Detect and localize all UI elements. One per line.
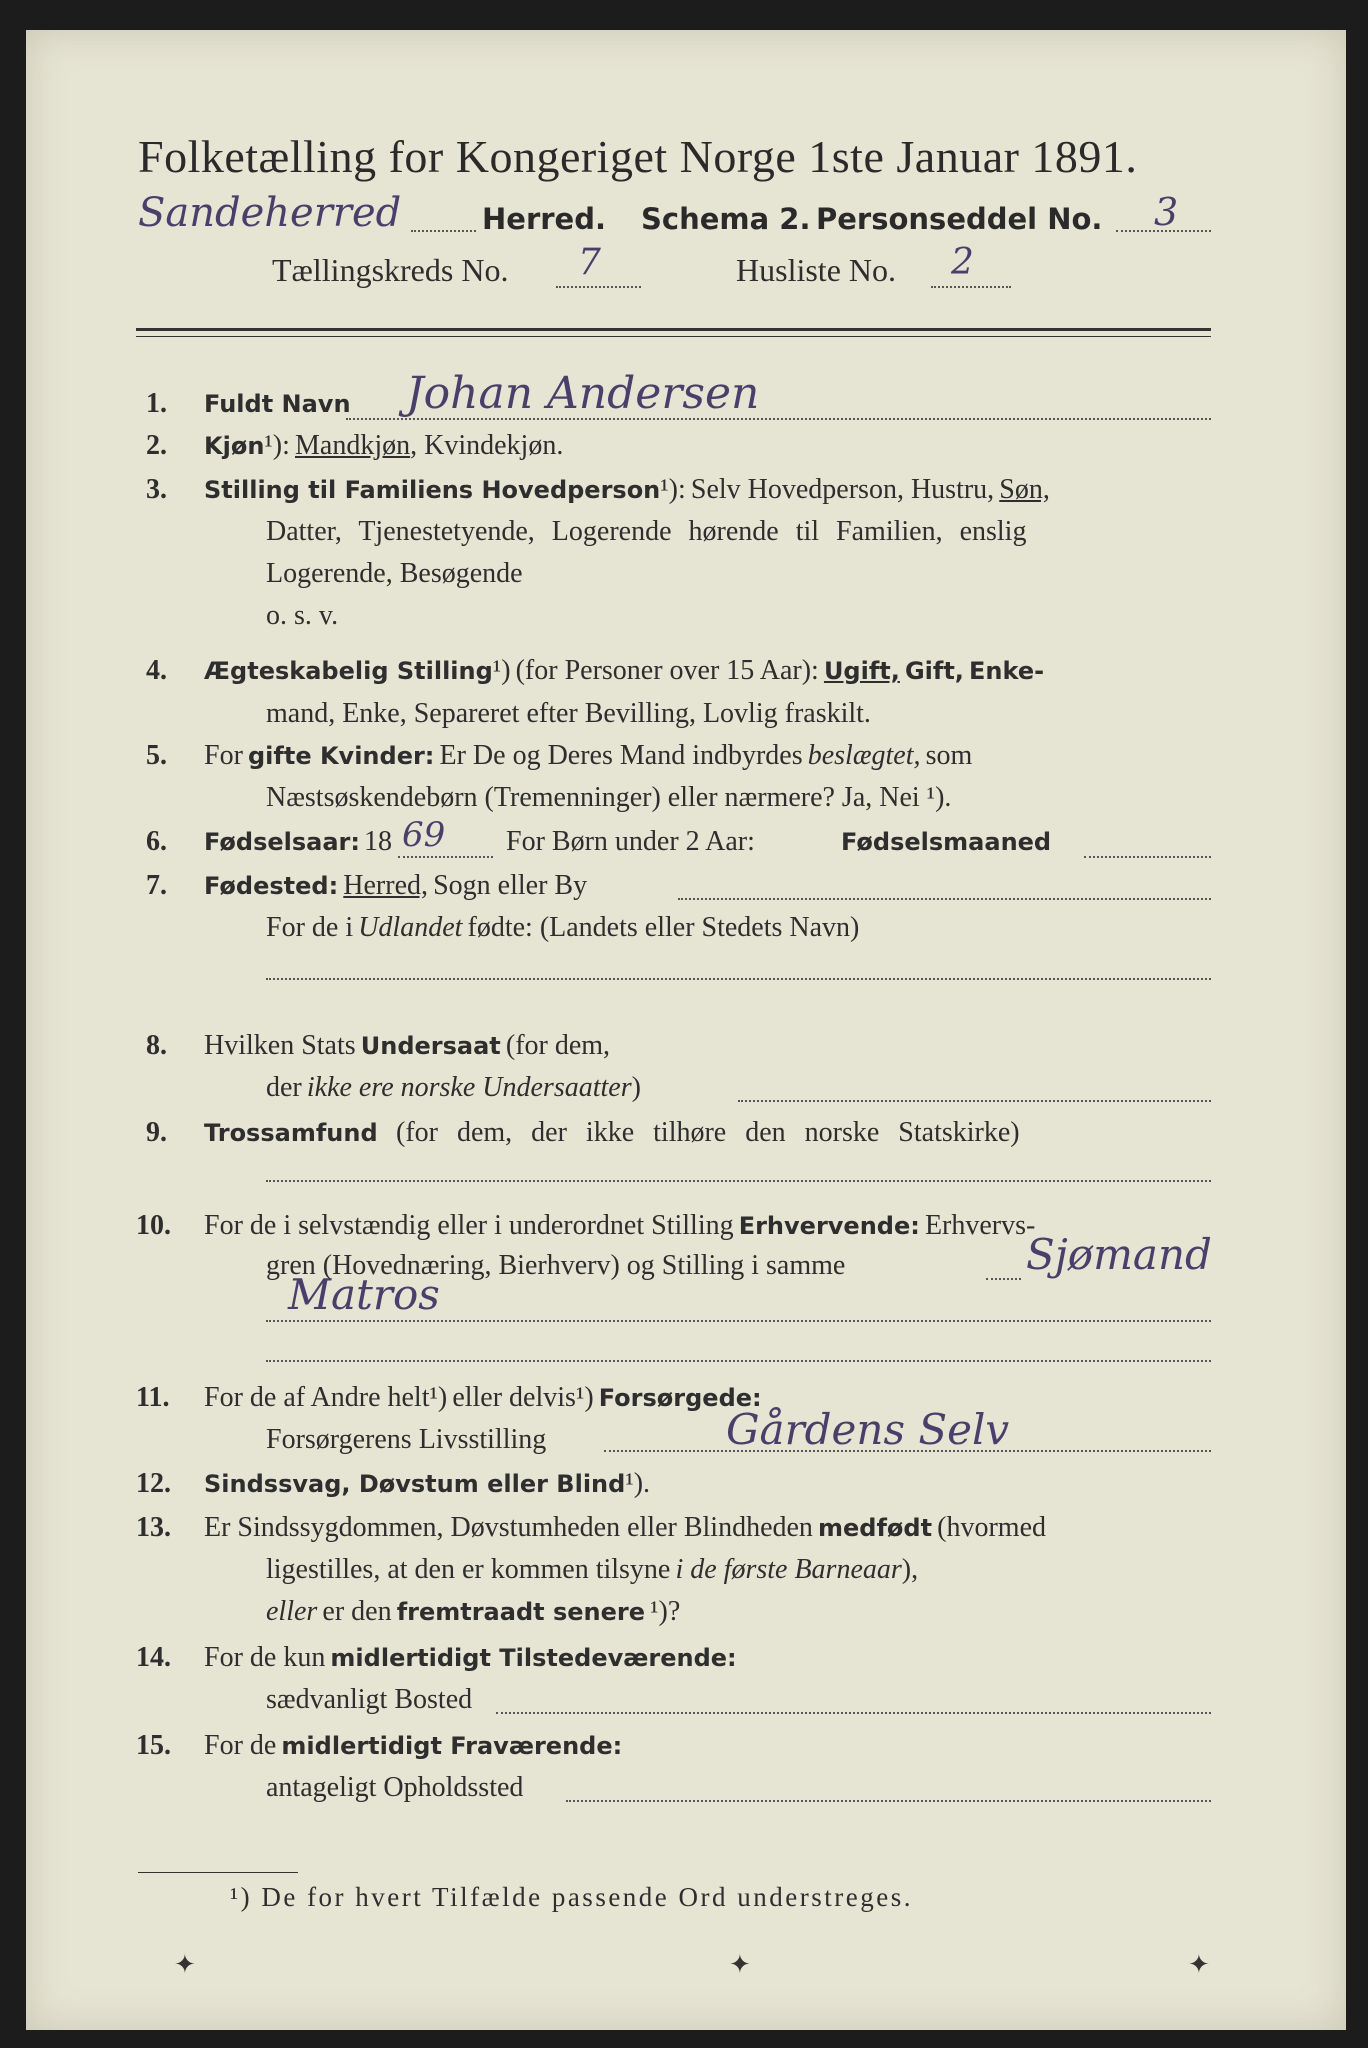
field-number: 1. — [146, 388, 167, 419]
dotted-line — [398, 856, 493, 858]
stilling-options-line2: Datter, Tjenestetyende, Logerende hørende til Familien, enslig — [266, 516, 1027, 547]
stilling-options-line3: Logerende, Besøgende — [266, 558, 523, 589]
field-tilstede — [204, 1642, 737, 1674]
medfodt-line2 — [266, 1554, 918, 1586]
forsorgede-label: Forsørgede: — [598, 1384, 762, 1412]
dotted-line — [346, 418, 1211, 420]
footnote-ref: ¹): — [660, 474, 686, 505]
field-number: 11. — [136, 1382, 170, 1413]
trossamfund-label: Trossamfund — [204, 1119, 378, 1147]
text: For de af Andre helt — [204, 1382, 430, 1413]
field-fravaerende — [204, 1730, 622, 1762]
footnote-ref: ¹)? — [650, 1596, 681, 1627]
stilling-option-selected: Søn, — [999, 474, 1050, 505]
field-medfodt — [204, 1512, 1046, 1544]
dotted-line — [556, 286, 641, 288]
husliste-label: Husliste No. — [736, 252, 896, 288]
erhverv-value: Sjømand — [1026, 1230, 1212, 1279]
aegteskab-options-line2: mand, Enke, Separeret efter Bevilling, Lovlig fraskilt. — [266, 698, 871, 729]
kjon-option-selected: Mandkjøn — [295, 430, 411, 461]
fravaerende-label: midlertidigt Fraværende: — [281, 1732, 623, 1760]
fodselsmaaned-label: Fødselsmaaned — [841, 828, 1052, 856]
personseddel-number: 3 — [1154, 190, 1179, 234]
footnote-ref: ¹) — [429, 1382, 448, 1413]
forsorger-value: Gårdens Selv — [726, 1405, 1010, 1454]
text: Er Sindssygdommen, Døvstumheden eller Blindheden — [204, 1512, 813, 1543]
name-label: Fuldt Navn — [204, 390, 351, 418]
gifte-pre: For — [204, 740, 243, 771]
field-aegteskab — [204, 655, 1044, 687]
gifte-italic: beslægtet, — [807, 740, 921, 771]
kreds-number: 7 — [578, 242, 601, 283]
forsorger-label: Forsørgerens Livsstilling — [266, 1424, 547, 1455]
field-number: 5. — [146, 740, 167, 771]
field-gifte-kvinder — [204, 740, 972, 772]
field-number: 8. — [146, 1030, 167, 1061]
field-erhverv — [204, 1210, 1035, 1242]
field-number: 9. — [146, 1117, 167, 1148]
kjon-label: Kjøn — [204, 432, 265, 460]
text: Erhvervs- — [924, 1210, 1036, 1241]
field-number: 3. — [146, 474, 167, 505]
dotted-line — [931, 286, 1011, 288]
fodested-option-selected: Herred, — [343, 870, 429, 901]
year-prefix: 18 — [364, 826, 392, 857]
herred-label: Herred. — [482, 202, 606, 236]
text: ligestilles, at den er kommen tilsyne — [266, 1554, 671, 1585]
text: For de — [204, 1730, 277, 1761]
footnote-ref: ¹). — [625, 1468, 651, 1499]
senere-label: fremtraadt senere — [396, 1598, 645, 1626]
text: eller — [266, 1596, 318, 1627]
field-fodested — [204, 870, 587, 902]
census-form-sheet — [26, 30, 1346, 2030]
field-stilling — [204, 474, 1050, 506]
fodested-options: Sogn eller By — [433, 870, 588, 901]
erhverv-line2: gren (Hovednæring, Bierhverv) og Stilling i samme — [266, 1250, 846, 1281]
gifte-som: som — [925, 740, 973, 771]
birth-year-value: 69 — [402, 815, 446, 855]
erhverv-label: Erhvervende: — [738, 1212, 920, 1240]
dotted-line — [986, 1278, 1021, 1280]
full-name-value: Johan Andersen — [406, 368, 760, 419]
aegteskab-option-selected: Ugift, — [823, 657, 900, 685]
dotted-line — [1116, 230, 1211, 232]
field-kjon — [204, 430, 563, 462]
text: i de første Barneaar — [675, 1554, 902, 1585]
field-number: 6. — [146, 826, 167, 857]
field-number: 4. — [146, 655, 167, 686]
field-number: 15. — [136, 1730, 171, 1761]
gifte-text: Er De og Deres Mand indbyrdes — [439, 740, 803, 771]
dotted-line — [496, 1712, 1211, 1714]
text: For de i — [266, 912, 354, 943]
fodselsaar-label: Fødselsaar: — [204, 828, 360, 856]
kjon-options: , Kvindekjøn. — [410, 430, 564, 461]
kreds-label: Tællingskreds No. — [272, 252, 509, 288]
header-rule-thin — [136, 336, 1211, 337]
stilling-options: Selv Hovedperson, Hustru, — [690, 474, 995, 505]
dotted-line — [266, 1360, 1211, 1362]
gifte-line2: Næstsøskendebørn (Tremenninger) eller nærmere? Ja, Nei ¹). — [266, 782, 952, 813]
husliste-number: 2 — [951, 242, 974, 283]
text: er den — [322, 1596, 392, 1627]
text: eller delvis — [452, 1382, 576, 1413]
text: For de i selvstændig eller i underordnet Stilling — [204, 1210, 734, 1241]
trossamfund-note: (for dem, der ikke tilhøre den norske Statskirke) — [396, 1117, 1020, 1148]
dotted-line — [604, 1450, 1211, 1452]
aegteskab-note: (for Personer over 15 Aar): — [515, 655, 819, 686]
undersaat-line2 — [266, 1072, 641, 1104]
personseddel-label: Personseddel No. — [816, 202, 1103, 236]
field-number: 14. — [136, 1642, 171, 1673]
stilling-options-line4: o. s. v. — [266, 600, 339, 631]
text: Hvilken Stats — [204, 1030, 356, 1061]
gifte-label: gifte Kvinder: — [248, 742, 435, 770]
schema-label: Schema 2. — [641, 202, 811, 236]
registration-mark-left: ✦ — [174, 1950, 196, 1980]
registration-mark-center: ✦ — [729, 1950, 751, 1980]
field-number: 12. — [136, 1468, 171, 1499]
aegteskab-option: Enke- — [969, 657, 1045, 685]
medfodt-line3 — [266, 1596, 680, 1628]
footnote-ref: ¹) — [575, 1382, 594, 1413]
text: ) — [631, 1072, 641, 1103]
field-sindssvag — [204, 1468, 650, 1500]
dotted-line — [411, 230, 476, 232]
dotted-line — [738, 1100, 1211, 1102]
dotted-line — [266, 1180, 1211, 1182]
municipality-handwritten: Sandeherred — [138, 190, 402, 236]
text: Udlandet — [358, 912, 463, 943]
text: (for dem, — [505, 1030, 611, 1061]
text: ikke ere norske Undersaatter — [306, 1072, 632, 1103]
text: (hvormed — [937, 1512, 1047, 1543]
aegteskab-option: Gift, — [904, 657, 964, 685]
field-number: 2. — [146, 430, 167, 461]
fodested-line2 — [266, 912, 859, 944]
registration-mark-right: ✦ — [1188, 1950, 1210, 1980]
footnote-ref: ¹) — [492, 655, 511, 686]
form-title: Folketælling for Kongeriget Norge 1ste Januar 1891. — [138, 131, 1138, 182]
header-rule — [136, 328, 1211, 331]
footnote-ref: ¹): — [264, 430, 290, 461]
text: der — [266, 1072, 302, 1103]
bosted-label: sædvanligt Bosted — [266, 1684, 473, 1715]
text: fødte: (Landets eller Stedets Navn) — [467, 912, 860, 943]
stilling-label: Stilling til Familiens Hovedperson — [204, 476, 661, 504]
dotted-line — [1084, 856, 1211, 858]
footnote-rule — [138, 1872, 298, 1873]
fodselsmaaned-note: For Børn under 2 Aar: — [506, 826, 755, 857]
dotted-line — [678, 898, 1211, 900]
field-forsorgede — [204, 1382, 762, 1414]
sindssvag-label: Sindssvag, Døvstum eller Blind — [204, 1470, 626, 1498]
medfodt-label: medfødt — [818, 1514, 933, 1542]
footnote-text: ¹) De for hvert Tilfælde passende Ord understreges. — [230, 1882, 913, 1912]
field-undersaat — [204, 1030, 610, 1062]
fodested-label: Fødested: — [204, 872, 339, 900]
dotted-line — [566, 1800, 1211, 1802]
dotted-line — [266, 978, 1211, 980]
text: ), — [901, 1554, 919, 1585]
stilling-value: Matros — [288, 1270, 440, 1319]
text: For de kun — [204, 1642, 326, 1673]
tilstede-label: midlertidigt Tilstedeværende: — [330, 1644, 737, 1672]
undersaat-label: Undersaat — [360, 1032, 501, 1060]
aegteskab-label: Ægteskabelig Stilling — [204, 657, 493, 685]
field-number: 7. — [146, 870, 167, 901]
field-number: 13. — [136, 1512, 171, 1543]
opholdssted-label: antageligt Opholdssted — [266, 1772, 524, 1803]
field-number: 10. — [136, 1210, 171, 1241]
dotted-line — [266, 1320, 1211, 1322]
